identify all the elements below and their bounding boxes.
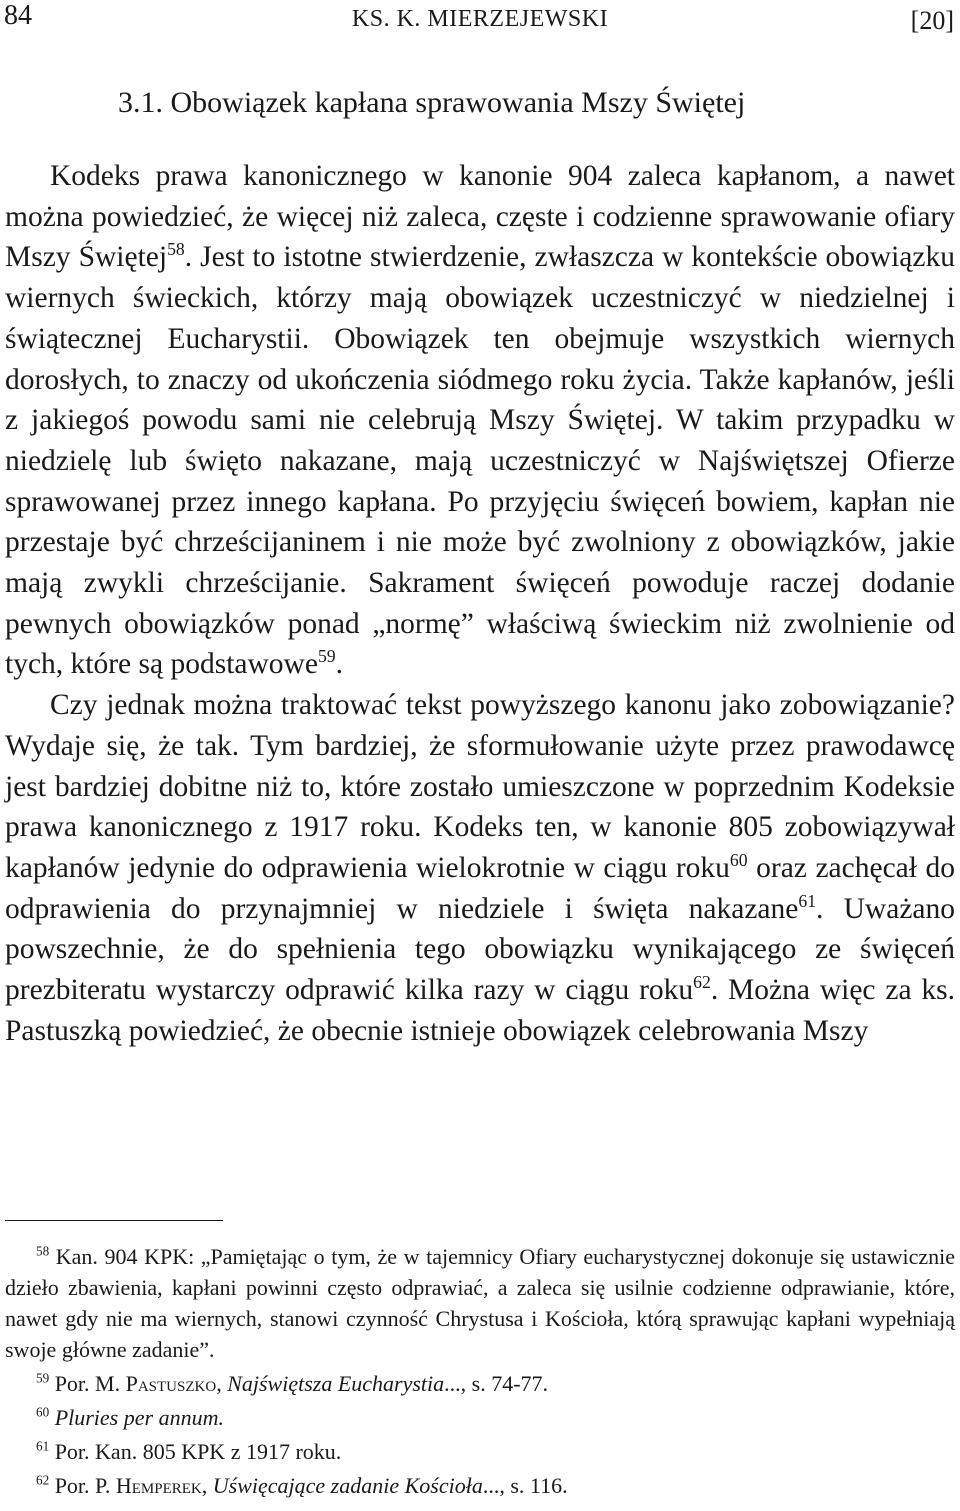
text-run: . Jest to istotne stwierdzenie, zwłaszcza w kontekście obowiązku wiernych świeckich, którzy mają obowiązek uczestniczyć w niedzielnej i świątecznej Eucharystii. Obowiązek ten obejmuje wszystkich wiernych dorosłych, to znaczy od ukończenia siódmego roku życia. Także kapłanów, jeśli z jakiegoś powodu sami nie celebrują Mszy Świętej. W takim przypadku w niedzielę lub święto nakazane, mają uczestniczyć w Najświętszej Ofierze sprawowanej przez innego kapłana. Po przyjęciu święceń bowiem, kapłan nie przestaje być chrześcijaninem i nie może być zwolniony z obowiązków, jakie mają zwykli chrześcijanie. Sakrament święceń powoduje raczej dodanie pewnych obowiązków ponad „normę” właściwą świeckim niż zwolnienie od tych, które są podstawowe (5, 241, 955, 681)
footnote-60 (5, 1402, 955, 1433)
footnote-ref-59: 59 (317, 646, 336, 667)
issue-number: [20] (910, 6, 954, 35)
paragraph (5, 685, 955, 1051)
footnote-author: Hemperek (115, 1473, 202, 1498)
footnote-text: , (201, 1473, 213, 1498)
footnote-number: 59 (36, 1370, 50, 1386)
footnote-work-title: Najświętsza Eucharystia (227, 1371, 445, 1396)
text-run: . (335, 648, 344, 681)
footnote-separator (5, 1220, 223, 1221)
footnote-ref-61: 61 (798, 890, 817, 911)
footnote-text: Kan. 904 KPK: „Pamiętając o tym, że w tajemnicy Ofiary eucharystycznej dokonuje się ustawicznie dzieło zbawienia, kapłani powinni często odprawiać, a zaleca się usilnie codzienne odprawianie, które, nawet gdy nie ma wiernych, stanowi czynność Chrystusa i Kościoła, którą sprawując kapłani wypełniają swoje główne zadanie”. (5, 1244, 955, 1362)
footnote-text: ..., s. 116. (482, 1473, 568, 1498)
footnote-text: Por. Kan. 805 KPK z 1917 roku. (54, 1439, 342, 1464)
paragraph (5, 156, 955, 685)
running-title: KS. K. MIERZEJEWSKI (351, 6, 609, 32)
text-run: oraz zachęcał do odprawienia do przynajmniej w niedziele i święta nakazane (5, 851, 955, 925)
footnote-author: Pastuszko (125, 1371, 217, 1396)
body-text (5, 156, 955, 1051)
footnote-ref-62: 62 (693, 972, 711, 993)
footnote-61 (5, 1436, 955, 1467)
footnote-text: Por. P. (54, 1473, 116, 1498)
text-run: . Można więc za ks. Pastuszką powiedzieć, że obecnie istnieje obowiązek celebrowania Mszy (5, 974, 955, 1047)
footnote-62 (5, 1470, 955, 1501)
footnote-58 (5, 1241, 955, 1365)
footnote-ref-58: 58 (167, 239, 185, 260)
footnote-text: Por. M. (54, 1371, 126, 1396)
page-number: 84 (4, 0, 32, 31)
footnote-text: , (216, 1371, 228, 1396)
footnote-59 (5, 1368, 955, 1399)
section-heading: 3.1. Obowiązek kapłana sprawowania Mszy Świętej (118, 86, 746, 119)
footnotes (5, 1241, 955, 1504)
text-run: Czy jednak można traktować tekst powyższego kanonu jako zobowiązanie? Wydaje się, że tak. Tym bardziej, że sformułowanie użyte przez prawodawcę jest bardziej dobitne niż to, które zostało umieszczone w poprzednim Kodeksie prawa kanonicznego z 1917 roku. Kodeks ten, w kanonie 805 zobowiązywał kapłanów jedynie do odprawienia wielokrotnie w ciągu roku (5, 689, 955, 884)
footnote-number: 61 (36, 1438, 50, 1454)
footnote-number: 60 (36, 1404, 50, 1420)
text-run: Kodeks prawa kanonicznego w kanonie 904 zaleca kapłanom, a nawet można powiedzieć, że więcej niż zaleca, częste i codzienne sprawowanie ofiary Mszy Świętej (5, 160, 955, 274)
page-header (0, 0, 960, 44)
text-run: . Uważano powszechnie, że do spełnienia tego obowiązku wynikającego ze święceń prezbiteratu wystarczy odprawić kilka razy w ciągu roku (5, 892, 956, 1007)
footnote-work-title: Uświęcające zadanie Kościoła (212, 1473, 483, 1498)
footnote-number: 62 (36, 1472, 50, 1488)
footnote-ref-60: 60 (729, 850, 748, 871)
footnote-text: Pluries per annum. (54, 1405, 224, 1430)
footnote-text: ..., s. 74-77. (444, 1371, 549, 1396)
footnote-number: 58 (36, 1243, 50, 1259)
